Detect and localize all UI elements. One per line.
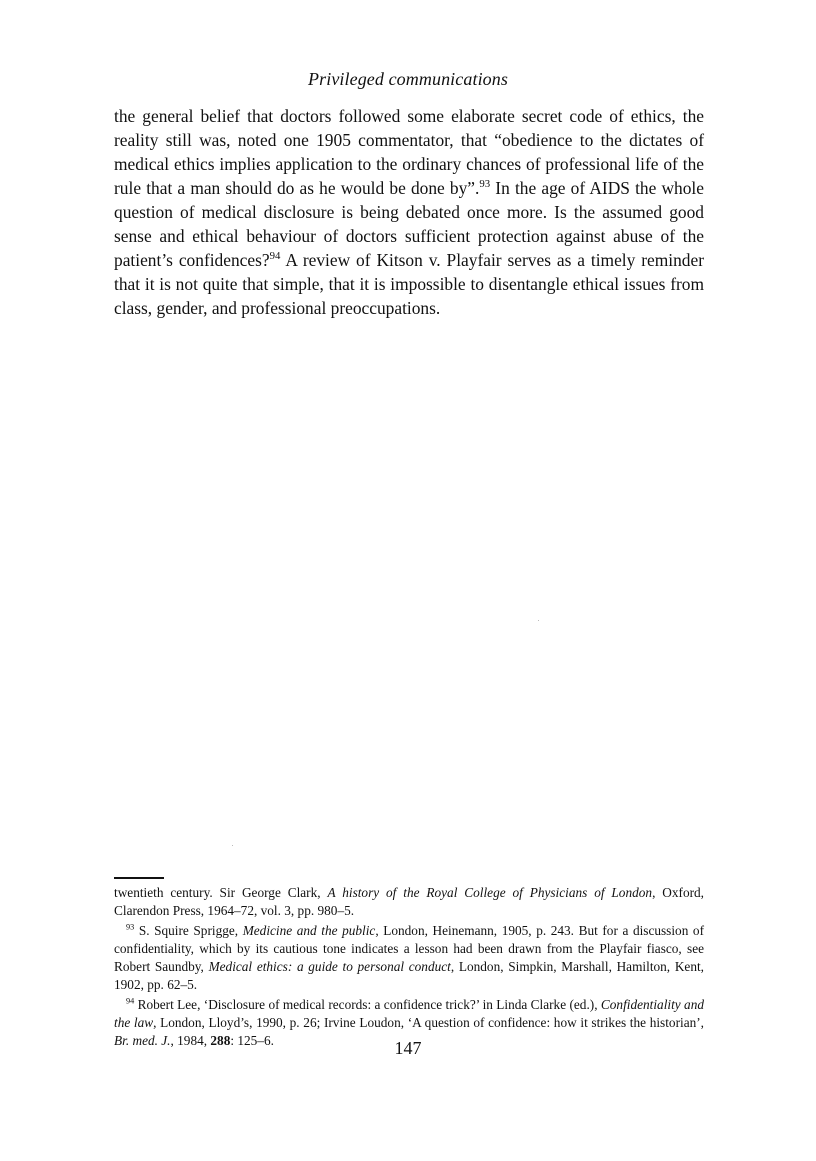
- footnote-text: , Oxford, Clarendon Press, 1964–72, vol. 3, pp. 980–5.: [114, 885, 704, 918]
- footnote-title: A history of the Royal College of Physicians of London: [327, 885, 653, 900]
- footnote-text: , 1984,: [170, 1033, 211, 1048]
- footnote-text: , London, Lloyd’s, 1990, p. 26; Irvine Loudon, ‘A question of confidence: how it strikes the historian’,: [153, 1015, 704, 1030]
- body-text-part: A review of Kitson v. Playfair serves as a timely reminder that it is not quite that simple, that it is impossible to disentangle ethical issues from class, gender, and professional preoccupations.: [114, 250, 704, 318]
- footnote-text: S. Squire Sprigge,: [134, 923, 243, 938]
- scan-speck: [232, 845, 233, 846]
- body-text-part: the general belief that doctors followed some elaborate secret code of ethics, the reality still was, noted one 1905 commentator, that “obedience to the dictates of medical ethics implies application to the ordinary chances of professional life of the rule that a man should do as he would be done by”.: [114, 106, 704, 198]
- running-head: Privileged communications: [308, 69, 508, 89]
- footnote-ref: 93: [479, 178, 491, 191]
- footnote-volume: 288: [210, 1033, 231, 1048]
- footnote-text: : 125–6.: [230, 1033, 274, 1048]
- footnote-number: 94: [126, 996, 135, 1006]
- footnote-title: Br. med. J.: [114, 1033, 171, 1048]
- footnote-title: Confidentiality and the law: [114, 997, 704, 1030]
- footnote-rule: [114, 877, 164, 879]
- footnote-text: , London, Simpkin, Marshall, Hamilton, Kent, 1902, pp. 62–5.: [114, 959, 704, 992]
- footnote-text: , London, Heinemann, 1905, p. 243. But for a discussion of confidentiality, which by its cautious tone indicates a lesson had been drawn from the Playfair fiasco, see Robert Saundby,: [114, 923, 705, 974]
- footnotes: [114, 884, 704, 1052]
- footnote-text: twentieth century. Sir George Clark,: [114, 885, 328, 900]
- footnote-number: 93: [126, 922, 135, 932]
- footnote-ref: 94: [269, 250, 281, 263]
- footnote-93: [114, 922, 704, 994]
- page-number: 147: [394, 1038, 422, 1058]
- footnote-title: Medicine and the public: [242, 923, 376, 938]
- body-paragraph: [114, 104, 704, 320]
- scan-speck: [538, 620, 539, 621]
- footnote-continued: [114, 884, 704, 920]
- footnote-title: Medical ethics: a guide to personal conduct: [208, 959, 451, 974]
- body-text-part: In the age of AIDS the whole question of medical disclosure is being debated once more. Is the assumed good sense and ethical behaviour of doctors sufficient protection against abuse of the patient’s confidences?: [114, 178, 704, 270]
- footnote-text: Robert Lee, ‘Disclosure of medical records: a confidence trick?’ in Linda Clarke (ed.),: [134, 997, 601, 1012]
